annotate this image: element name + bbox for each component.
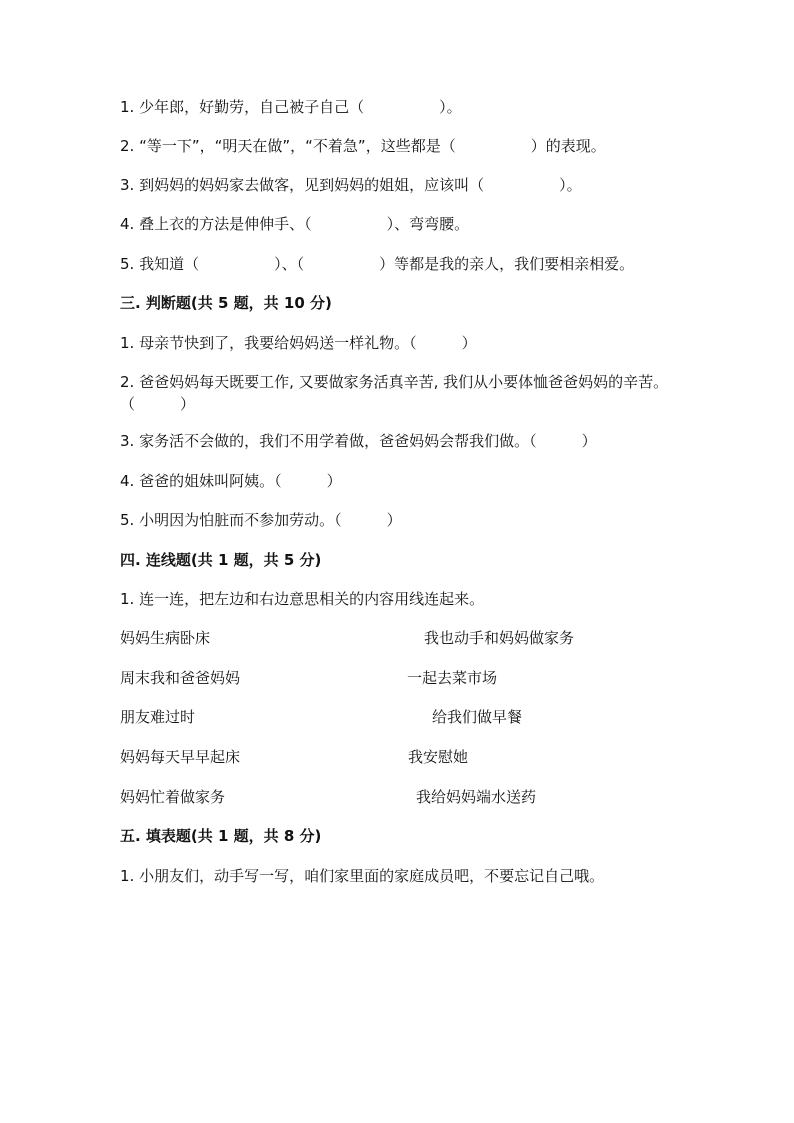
matching-left-item-2: 周末我和爸爸妈妈 — [120, 669, 241, 687]
judge-question-1: 1. 母亲节快到了，我要给妈妈送一样礼物。（ ） — [120, 334, 477, 352]
judge-question-5: 5. 小明因为怕脏而不参加劳动。（ ） — [120, 511, 402, 529]
section-heading-table-fill: 五. 填表题(共 1 题，共 8 分) — [120, 827, 322, 845]
matching-left-item-3: 朋友难过时 — [120, 708, 196, 726]
fill-blank-question-5: 5. 我知道（ ）、（ ）等都是我的亲人，我们要相亲相爱。 — [120, 255, 635, 273]
matching-prompt: 1. 连一连，把左边和右边意思相关的内容用线连起来。 — [120, 590, 485, 608]
fill-blank-question-4: 4. 叠上衣的方法是伸伸手、（ ）、弯弯腰。 — [120, 215, 470, 233]
matching-left-item-5: 妈妈忙着做家务 — [120, 788, 226, 806]
matching-right-item-5: 我给妈妈端水送药 — [416, 788, 537, 806]
table-fill-prompt: 1. 小朋友们，动手写一写，咱们家里面的家庭成员吧，不要忘记自己哦。 — [120, 867, 605, 885]
matching-right-item-3: 给我们做早餐 — [432, 708, 523, 726]
matching-left-item-1: 妈妈生病卧床 — [120, 629, 211, 647]
matching-right-item-1: 我也动手和妈妈做家务 — [424, 629, 575, 647]
section-heading-matching: 四. 连线题(共 1 题，共 5 分) — [120, 551, 322, 569]
judge-question-3: 3. 家务活不会做的，我们不用学着做，爸爸妈妈会帮我们做。（ ） — [120, 432, 597, 450]
matching-right-item-2: 一起去菜市场 — [407, 669, 498, 687]
matching-right-item-4: 我安慰她 — [408, 748, 469, 766]
judge-question-2: 2. 爸爸妈妈每天既要工作, 又要做家务活真辛苦, 我们从小要体恤爸爸妈妈的辛苦。（ ） — [120, 373, 669, 413]
section-heading-judge: 三. 判断题(共 5 题，共 10 分) — [120, 294, 332, 312]
fill-blank-question-2: 2. “等一下”，“明天在做”，“不着急”，这些都是（ ）的表现。 — [120, 137, 606, 155]
fill-blank-question-1: 1. 少年郎，好勤劳，自己被子自己（ ）。 — [120, 98, 462, 116]
fill-blank-question-3: 3. 到妈妈的妈妈家去做客，见到妈妈的姐姐，应该叫（ ）。 — [120, 176, 582, 194]
judge-question-4: 4. 爸爸的姐妹叫阿姨。（ ） — [120, 472, 342, 490]
matching-left-item-4: 妈妈每天早早起床 — [120, 748, 241, 766]
